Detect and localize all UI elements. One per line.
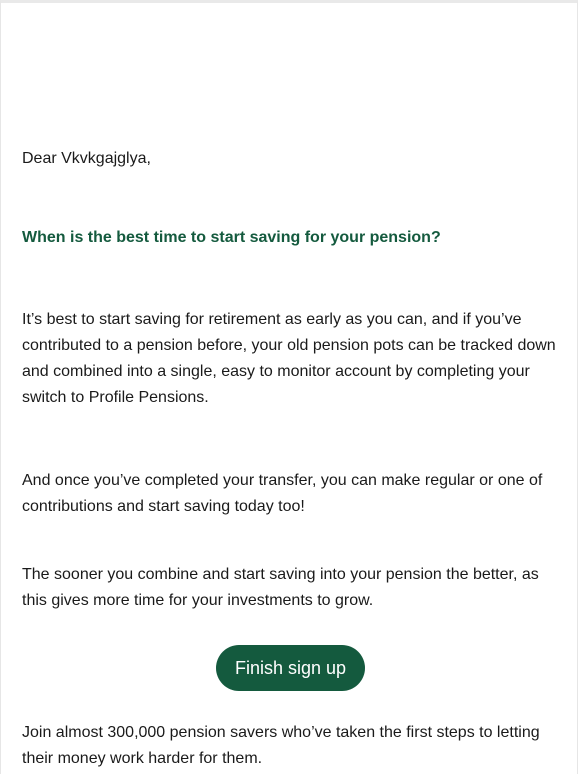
finish-sign-up-button[interactable]: Finish sign up [216, 645, 365, 691]
section-heading: When is the best time to start saving for your pension? [22, 229, 441, 246]
paragraph-early-saving: It’s best to start saving for retirement as early as you can, and if you’ve contributed to a pension before, your old pension pots can be tracked down and combined into a single, easy to monitor account by completing your switch to Profile Pensions. [22, 311, 556, 406]
paragraph-join-savers: Join almost 300,000 pension savers who’ve taken the first steps to letting their money work harder for them. [22, 724, 540, 767]
paragraph-sooner-better: The sooner you combine and start saving into your pension the better, as this gives more time for your investments to grow. [22, 566, 539, 609]
cta-container [22, 645, 559, 691]
paragraph-contributions: And once you’ve completed your transfer, you can make regular or one of contributions and start saving today too! [22, 472, 543, 515]
greeting: Dear Vkvkgajglya, [22, 150, 151, 167]
